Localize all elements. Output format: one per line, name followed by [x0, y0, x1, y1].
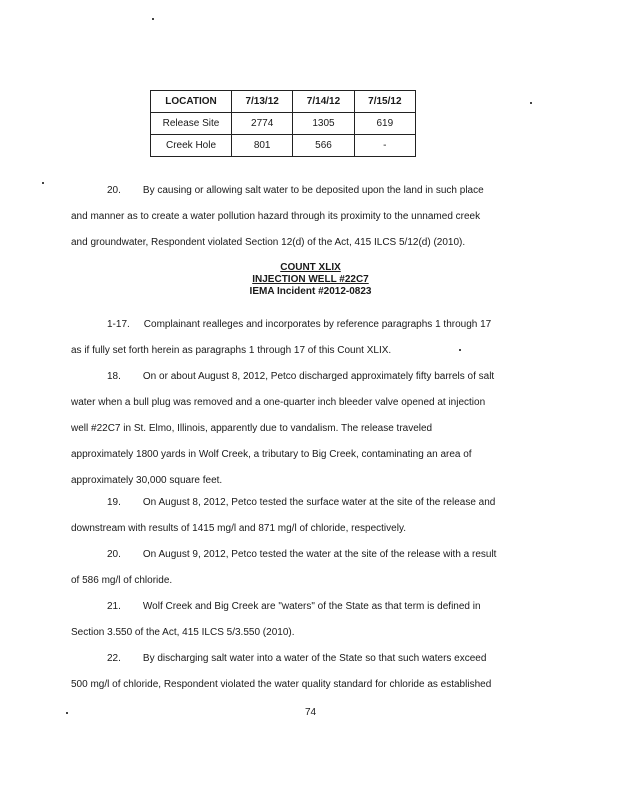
chloride-results-table	[150, 90, 416, 157]
table-row	[151, 135, 416, 157]
paragraph-line: and groundwater, Respondent violated Section 12(d) of the Act, 415 ILCS 5/12(d) (2010).	[71, 237, 466, 248]
table-header-cell: 7/14/12	[293, 91, 354, 113]
paragraph-number: 18.	[107, 371, 121, 382]
paragraph-line: Section 3.550 of the Act, 415 ILCS 5/3.550 (2010).	[71, 627, 295, 638]
paragraph-1-17-realleges	[71, 312, 541, 364]
scan-speck	[42, 182, 44, 184]
scan-speck	[530, 102, 532, 104]
table-cell: 2774	[232, 113, 293, 135]
paragraph-line: 500 mg/l of chloride, Respondent violated the water quality standard for chloride as established	[71, 679, 492, 690]
count-title: COUNT XLIX	[280, 262, 341, 273]
paragraph-line: By discharging salt water into a water of the State so that such waters exceed	[142, 653, 487, 664]
paragraph-line: downstream with results of 1415 mg/l and 871 mg/l of chloride, respectively.	[71, 523, 406, 534]
paragraph-line: On August 8, 2012, Petco tested the surface water at the site of the release and	[142, 497, 496, 508]
scan-speck	[66, 712, 68, 714]
paragraph-line: By causing or allowing salt water to be deposited upon the land in such place	[142, 185, 484, 196]
paragraph-number: 1-17.	[107, 319, 130, 330]
page-number: 74	[304, 707, 317, 718]
table-header-cell: 7/13/12	[232, 91, 293, 113]
table-cell: 801	[232, 135, 293, 157]
table-row	[151, 113, 416, 135]
paragraph-line: water when a bull plug was removed and a one-quarter inch bleeder valve opened at injection	[71, 397, 486, 408]
table-cell: 619	[354, 113, 415, 135]
paragraph-line: well #22C7 in St. Elmo, Illinois, apparently due to vandalism. The release traveled	[71, 423, 433, 434]
paragraph-20-site-test	[71, 542, 541, 594]
paragraph-18-discharge	[71, 364, 541, 494]
paragraph-line: On August 9, 2012, Petco tested the water at the site of the release with a result	[142, 549, 497, 560]
table-header-cell: 7/15/12	[354, 91, 415, 113]
paragraph-line: approximately 1800 yards in Wolf Creek, a tributary to Big Creek, contaminating an area of	[71, 449, 472, 460]
paragraph-number: 20.	[107, 185, 121, 196]
table-cell: 1305	[293, 113, 354, 135]
paragraph-number: 21.	[107, 601, 121, 612]
paragraph-number: 20.	[107, 549, 121, 560]
paragraph-number: 22.	[107, 653, 121, 664]
paragraph-line: and manner as to create a water pollution hazard through its proximity to the unnamed creek	[71, 211, 481, 222]
paragraph-line: as if fully set forth herein as paragraphs 1 through 17 of this Count XLIX.	[71, 345, 392, 356]
paragraph-line: approximately 30,000 square feet.	[71, 475, 223, 486]
table-cell: Creek Hole	[151, 135, 232, 157]
count-subtitle: INJECTION WELL #22C7	[252, 274, 369, 285]
table-cell: 566	[293, 135, 354, 157]
scan-speck	[152, 18, 154, 20]
paragraph-number: 19.	[107, 497, 121, 508]
paragraph-19-surface-test	[71, 490, 541, 542]
incident-number: IEMA Incident #2012-0823	[249, 286, 372, 297]
scan-speck	[459, 349, 461, 351]
table-header-row	[151, 91, 416, 113]
paragraph-line: On or about August 8, 2012, Petco discharged approximately fifty barrels of salt	[142, 371, 495, 382]
table-header-cell: LOCATION	[151, 91, 232, 113]
paragraph-line: of 586 mg/l of chloride.	[71, 575, 173, 586]
count-heading	[0, 262, 621, 298]
table-cell: -	[354, 135, 415, 157]
paragraph-21-waters	[71, 594, 541, 646]
paragraph-22-violation	[71, 646, 541, 698]
paragraph-line: Wolf Creek and Big Creek are "waters" of the State as that term is defined in	[142, 601, 481, 612]
table-cell: Release Site	[151, 113, 232, 135]
paragraph-line: Complainant realleges and incorporates by reference paragraphs 1 through 17	[143, 319, 492, 330]
paragraph-20-salt-deposit	[71, 178, 541, 256]
